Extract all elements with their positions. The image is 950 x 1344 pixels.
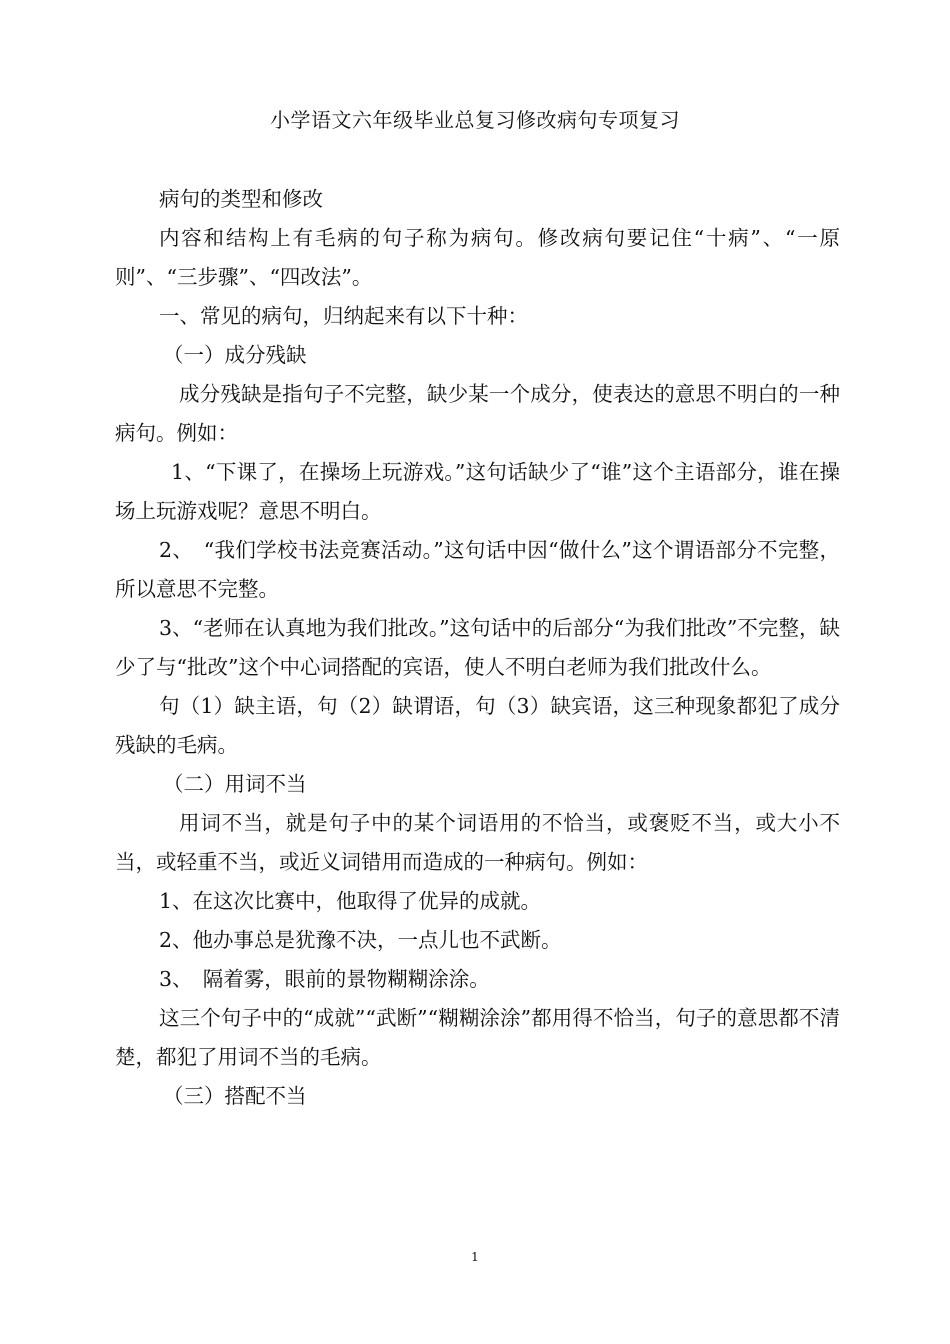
section-heading: 病句的类型和修改: [159, 187, 323, 211]
subheading-1: （一）成分残缺: [163, 343, 307, 367]
subheading-3: （三）搭配不当: [163, 1084, 307, 1108]
summary-2: 这三个句子中的“成就”“武断”“糊糊涂涂”都用得不恰当，句子的意思都不清楚，都犯了用词不当的毛病。: [115, 1006, 840, 1069]
summary-1: 句（1）缺主语，句（2）缺谓语，句（3）缺宾语，这三种现象都犯了成分残缺的毛病。: [115, 694, 840, 757]
subheading-2: （二）用词不当: [163, 772, 307, 796]
example-1-1: 1、“下课了，在操场上玩游戏。”这句话缺少了“谁”这个主语部分，谁在操场上玩游戏呢？意思不明白。: [115, 460, 840, 523]
document-body: [115, 180, 840, 1116]
example-2-3: 3、 隔着雾，眼前的景物糊糊涂涂。: [159, 967, 490, 991]
list-heading: 一、常见的病句，归纳起来有以下十种：: [159, 304, 528, 328]
paragraph-definition-1: 成分残缺是指句子不完整，缺少某一个成分，使表达的意思不明白的一种病句。例如：: [115, 382, 840, 445]
example-1-3: 3、“老师在认真地为我们批改。”这句话中的后部分“为我们批改”不完整，缺少了与“批改”这个中心词搭配的宾语，使人不明白老师为我们批改什么。: [115, 616, 840, 679]
page-number: 1: [471, 1250, 479, 1264]
example-2-1: 1、在这次比赛中，他取得了优异的成就。: [159, 889, 542, 913]
example-2-2: 2、他办事总是犹豫不决，一点儿也不武断。: [159, 928, 562, 952]
intro-paragraph: 内容和结构上有毛病的句子称为病句。修改病句要记住“十病”、“一原则”、“三步骤”、“四改法”。: [115, 226, 840, 289]
paragraph-definition-2: 用词不当，就是句子中的某个词语用的不恰当，或褒贬不当，或大小不当，或轻重不当，或近义词错用而造成的一种病句。例如：: [115, 811, 840, 874]
example-1-2: 2、 “我们学校书法竞赛活动。”这句话中因“做什么”这个谓语部分不完整，所以意思不完整。: [115, 538, 840, 601]
document-title: 小学语文六年级毕业总复习修改病句专项复习: [270, 108, 680, 132]
